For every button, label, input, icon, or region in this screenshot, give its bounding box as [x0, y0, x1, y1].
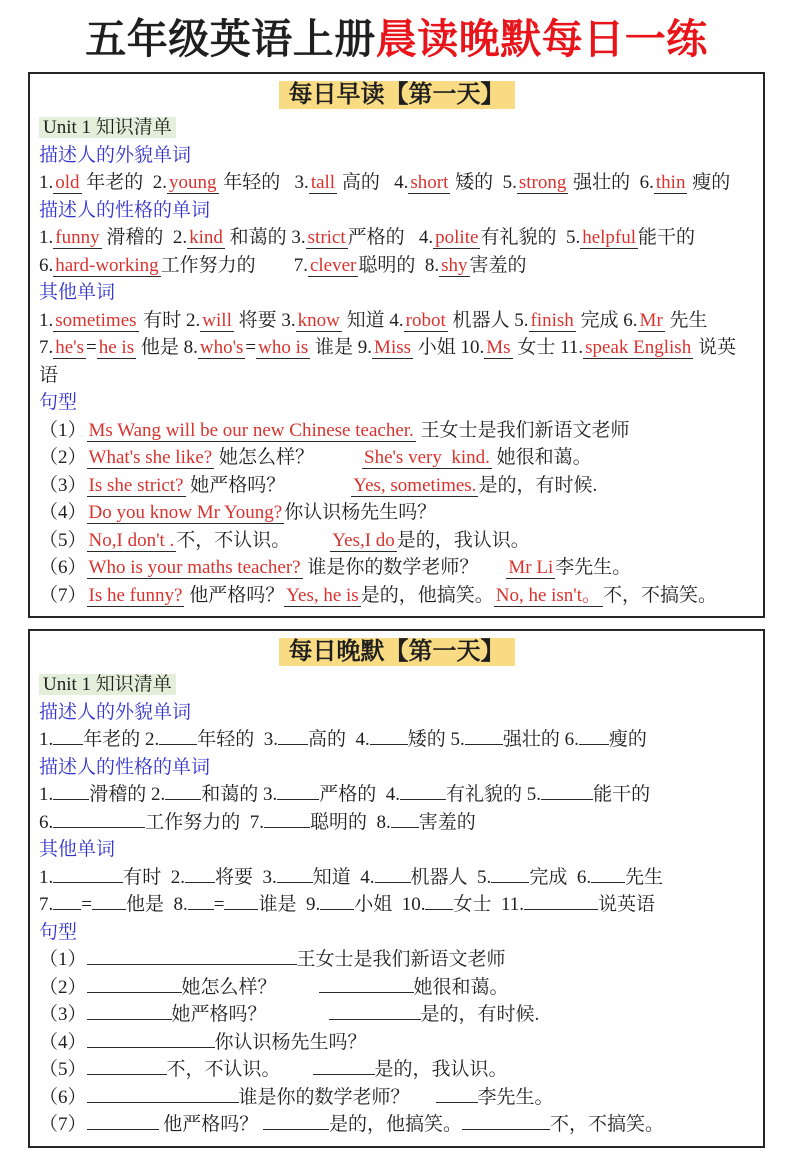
- blank-line: [87, 978, 182, 993]
- spacer: [314, 462, 362, 463]
- text-segment: 小姐 10.: [413, 337, 485, 358]
- content-line: [39, 224, 754, 252]
- text-segment: 机器人 5.: [447, 309, 529, 331]
- content-line: [39, 726, 754, 754]
- english-term: kind: [189, 227, 223, 248]
- blank-line: [319, 978, 414, 993]
- text-segment: 说英语: [598, 894, 656, 915]
- section-heading: 描述人的性格的单词: [39, 756, 211, 778]
- text-segment: 工作努力的 7.: [145, 811, 265, 833]
- english-term: Is she strict?: [88, 474, 184, 496]
- content-line: [39, 169, 754, 197]
- text-segment: 她很和蔼。: [491, 447, 592, 468]
- unit-tag-row: [39, 114, 754, 142]
- blank-line: [53, 785, 89, 800]
- blank-line: [53, 813, 145, 828]
- text-segment: （3）: [39, 1004, 87, 1025]
- text-segment: 7.: [293, 254, 308, 276]
- text-segment: 6.: [39, 811, 54, 833]
- content-line: [39, 582, 754, 610]
- blank-line: [370, 730, 408, 745]
- text-segment: 机器人 5.: [410, 866, 492, 888]
- text-segment: 严格的 4.: [319, 784, 401, 805]
- blank-line: [277, 785, 319, 800]
- text-segment: 李先生。: [477, 1086, 554, 1108]
- section-heading: 句型: [39, 392, 78, 413]
- spacer: [478, 572, 506, 573]
- text-segment: 年老的 2.: [81, 172, 168, 193]
- content-line: [39, 417, 754, 445]
- blank-line: [524, 895, 598, 910]
- text-segment: 完成 6.: [575, 309, 638, 331]
- english-term: Yes, sometimes.: [353, 474, 477, 496]
- section-heading: 描述人的外貌单词: [39, 701, 192, 723]
- section-heading: 描述人的性格的单词: [39, 199, 211, 221]
- english-term: finish: [530, 309, 574, 331]
- text-segment: 他严格吗？: [184, 584, 285, 606]
- english-term: tall: [310, 172, 336, 193]
- english-term: sometimes: [55, 309, 137, 331]
- text-segment: （1）: [39, 419, 87, 441]
- text-segment: 聪明的 8.: [358, 254, 440, 276]
- text-segment: 1.: [39, 729, 54, 750]
- text-segment: （6）: [39, 557, 87, 578]
- content-line: [39, 891, 754, 919]
- text-segment: 完成 6.: [529, 866, 592, 888]
- blank-line: [53, 895, 81, 910]
- text-segment: 他是 8.: [136, 337, 198, 358]
- blank-line: [53, 730, 83, 745]
- text-segment: 是的，有时候.: [420, 1004, 540, 1025]
- text-segment: 工作努力的: [160, 254, 256, 276]
- spacer: [277, 992, 319, 993]
- blank-line: [87, 1088, 239, 1103]
- text-segment: 年轻的 3.: [197, 729, 279, 750]
- text-segment: 谁是你的数学老师？: [302, 557, 479, 578]
- content-line: [39, 554, 754, 582]
- text-segment: 聪明的 8.: [310, 811, 391, 833]
- unit-tag: Unit 1 知识清单: [39, 674, 176, 695]
- text-segment: 能干的: [638, 227, 696, 248]
- content-line: [39, 307, 754, 335]
- text-segment: 知道 4.: [312, 866, 375, 888]
- text-segment: =: [245, 337, 257, 358]
- english-term: helpful: [582, 227, 637, 248]
- text-segment: 女士 11.: [512, 337, 584, 358]
- content-line: [39, 472, 754, 500]
- text-segment: 和蔼的 3.: [201, 784, 278, 805]
- english-term: clever: [309, 254, 357, 276]
- blank-line: [278, 730, 308, 745]
- text-segment: （7）: [39, 1114, 87, 1135]
- text-segment: 知道 4.: [341, 309, 404, 331]
- text-segment: 瘦的: [608, 729, 647, 750]
- blank-line: [400, 785, 446, 800]
- blank-line: [224, 895, 258, 910]
- text-segment: 将要 3.: [233, 309, 296, 331]
- english-term: he is: [98, 337, 135, 358]
- content-line: [39, 499, 754, 527]
- blank-line: [579, 730, 609, 745]
- text-segment: 她怎么样？: [214, 447, 314, 468]
- blank-line: [436, 1088, 478, 1103]
- blank-line: [87, 1115, 159, 1130]
- text-segment: 1.: [39, 172, 54, 193]
- text-segment: 他是 8.: [125, 894, 188, 915]
- section-heading: 其他单词: [39, 282, 116, 303]
- text-segment: 女士 11.: [453, 894, 525, 915]
- morning-box-header: [39, 78, 754, 112]
- english-term: hard-working: [55, 254, 159, 276]
- blank-line: [462, 1115, 550, 1130]
- english-term: who is: [258, 337, 309, 358]
- text-segment: =: [86, 337, 97, 358]
- text-segment: 王女士是我们新语文老师: [296, 949, 506, 970]
- text-segment: 矮的 5.: [450, 172, 517, 193]
- text-segment: 你认识杨先生吗？: [284, 502, 437, 523]
- text-segment: 不，不搞笑。: [550, 1114, 665, 1135]
- text-segment: （2）: [39, 447, 87, 468]
- text-segment: 谁是你的数学老师？: [238, 1086, 410, 1108]
- spacer: [256, 270, 294, 271]
- content-line: [39, 974, 754, 1002]
- text-segment: 她严格吗？: [171, 1004, 267, 1025]
- section-heading: 其他单词: [39, 839, 116, 860]
- text-segment: 和蔼的 3.: [224, 227, 306, 248]
- english-term: Miss: [374, 337, 412, 358]
- text-segment: 7.: [39, 337, 54, 358]
- text-segment: 她严格吗？: [185, 474, 286, 496]
- text-segment: 不，不认识。: [176, 529, 291, 551]
- text-segment: 谁是 9.: [310, 337, 373, 358]
- title-course-name: 五年级英语上册: [85, 16, 376, 62]
- text-segment: 1.: [39, 309, 54, 331]
- blank-line: [277, 868, 313, 883]
- blank-line: [491, 868, 529, 883]
- english-term: funny: [55, 227, 100, 248]
- blank-line: [391, 813, 419, 828]
- text-segment: 谁是 9.: [258, 894, 321, 915]
- text-segment: 1.: [39, 227, 54, 248]
- text-segment: （5）: [39, 1059, 87, 1080]
- title-topic-name: 晨读晚默每日一练: [375, 16, 708, 62]
- english-term: Mr Li: [508, 557, 554, 578]
- text-segment: 害羞的: [418, 811, 476, 833]
- text-segment: 瘦的: [687, 172, 731, 193]
- blank-line: [87, 1005, 172, 1020]
- text-segment: 有礼貌的 5.: [446, 784, 542, 805]
- english-term: polite: [435, 227, 479, 248]
- text-segment: 矮的 5.: [407, 729, 465, 750]
- blank-line: [465, 730, 503, 745]
- english-term: Yes, he is: [286, 584, 359, 606]
- english-term: Is he funny?: [88, 584, 183, 606]
- content-line: [39, 864, 754, 892]
- content-line: [39, 781, 754, 809]
- blank-line: [329, 1005, 421, 1020]
- text-segment: 强壮的 6.: [502, 729, 579, 750]
- text-segment: 高的 4.: [337, 172, 409, 193]
- blank-line: [264, 813, 310, 828]
- text-segment: 滑稽的 2.: [101, 227, 188, 248]
- blank-line: [591, 868, 625, 883]
- text-segment: （1）: [39, 949, 87, 970]
- text-segment: 说英语: [39, 337, 736, 386]
- text-segment: 年轻的 3.: [218, 172, 309, 193]
- text-segment: （7）: [39, 584, 87, 606]
- content-line: [39, 946, 754, 974]
- text-segment: 是的，我认识。: [396, 529, 530, 551]
- text-segment: 她很和蔼。: [413, 976, 509, 998]
- text-segment: 1.: [39, 866, 54, 888]
- english-term: robot: [405, 309, 446, 331]
- text-segment: 1.: [39, 784, 54, 805]
- text-segment: （6）: [39, 1086, 87, 1108]
- text-segment: 是的，有时候.: [478, 474, 598, 496]
- text-segment: 她怎么样？: [181, 976, 277, 998]
- content-line: [39, 1111, 754, 1139]
- english-term: No, he isn't。: [495, 584, 602, 606]
- english-term: know: [297, 309, 340, 331]
- english-term: Mr: [639, 309, 663, 331]
- unit-tag-row: [39, 671, 754, 699]
- text-segment: 先生: [664, 309, 708, 331]
- box-body: [39, 671, 754, 1139]
- blank-line: [188, 895, 214, 910]
- content-line: [39, 1056, 754, 1084]
- blank-line: [165, 785, 201, 800]
- content-line: [39, 444, 754, 472]
- english-term: Yes,I do: [332, 529, 395, 551]
- text-segment: （5）: [39, 529, 87, 551]
- english-term: young: [169, 172, 217, 193]
- text-segment: 王女士是我们新语文老师: [415, 419, 630, 441]
- text-segment: （4）: [39, 502, 87, 523]
- text-segment: 害羞的: [469, 254, 527, 276]
- text-segment: 6.: [39, 254, 54, 276]
- text-segment: 不，不认识。: [166, 1059, 281, 1080]
- text-segment: 高的 4.: [308, 729, 370, 750]
- blank-line: [375, 868, 411, 883]
- english-term: No,I don't .: [88, 529, 175, 551]
- english-term: Ms: [486, 337, 511, 358]
- text-segment: 能干的: [593, 784, 651, 805]
- text-segment: =: [81, 894, 92, 915]
- text-segment: 有礼貌的 5.: [480, 227, 581, 248]
- text-segment: 李先生。: [555, 557, 632, 578]
- blank-line: [263, 1115, 329, 1130]
- evening-box-header-label: 每日晚默【第一天】: [279, 638, 515, 666]
- english-term: Do you know Mr Young?: [88, 502, 283, 523]
- blank-line: [87, 1060, 167, 1075]
- text-segment: 有时 2.: [123, 866, 186, 888]
- content-line: [39, 334, 754, 389]
- page-title: [0, 14, 793, 64]
- text-segment: 不，不搞笑。: [603, 584, 718, 606]
- content-line: [39, 809, 754, 837]
- section-heading: 句型: [39, 921, 78, 943]
- english-term: short: [410, 172, 449, 193]
- text-segment: 是的，我认识。: [374, 1059, 508, 1080]
- text-segment: 强壮的 6.: [568, 172, 654, 193]
- spacer: [285, 490, 351, 491]
- blank-line: [425, 895, 453, 910]
- text-segment: 先生: [625, 866, 664, 888]
- text-segment: 7.: [39, 894, 54, 915]
- english-term: will: [202, 309, 232, 331]
- morning-box-header-label: 每日早读【第一天】: [279, 81, 515, 109]
- english-term: What's she like?: [88, 447, 213, 468]
- text-segment: 有时 2.: [138, 309, 201, 331]
- evening-box-header: [39, 635, 754, 669]
- content-line: [39, 1001, 754, 1029]
- blank-line: [87, 1033, 215, 1048]
- blank-line: [541, 785, 593, 800]
- content-line: [39, 1029, 754, 1057]
- morning-reading-box: [28, 72, 765, 618]
- section-heading: 描述人的外貌单词: [39, 144, 192, 166]
- english-term: strict: [307, 227, 346, 248]
- text-segment: 将要 3.: [215, 866, 277, 888]
- english-term: thin: [655, 172, 686, 193]
- text-segment: 滑稽的 2.: [89, 784, 166, 805]
- spacer: [281, 1074, 313, 1075]
- english-term: speak English: [585, 337, 692, 358]
- blank-line: [92, 895, 126, 910]
- blank-line: [87, 950, 297, 965]
- english-term: he's: [55, 337, 85, 358]
- blank-line: [185, 868, 215, 883]
- text-segment: 严格的 4.: [347, 227, 434, 248]
- english-term: Who is your maths teacher?: [88, 557, 301, 578]
- text-segment: 是的，他搞笑。: [329, 1114, 463, 1135]
- text-segment: =: [213, 894, 225, 915]
- evening-dictation-box: [28, 629, 765, 1148]
- text-segment: 年老的 2.: [83, 729, 160, 750]
- blank-line: [159, 730, 197, 745]
- english-term: old: [55, 172, 80, 193]
- content-line: [39, 252, 754, 280]
- worksheet-page: [0, 14, 793, 1148]
- text-segment: 小姐 10.: [354, 894, 426, 915]
- blank-line: [53, 868, 123, 883]
- text-segment: （4）: [39, 1031, 87, 1053]
- spacer: [267, 1019, 329, 1020]
- content-line: [39, 527, 754, 555]
- text-segment: 他严格吗？: [158, 1114, 264, 1135]
- text-segment: 你认识杨先生吗？: [214, 1031, 367, 1053]
- blank-line: [320, 895, 354, 910]
- unit-tag: Unit 1 知识清单: [39, 117, 176, 138]
- english-term: shy: [441, 254, 468, 276]
- text-segment: （3）: [39, 474, 87, 496]
- english-term: strong: [518, 172, 567, 193]
- english-term: who's: [199, 337, 244, 358]
- english-term: Ms Wang will be our new Chinese teacher.: [88, 419, 414, 441]
- spacer: [290, 545, 330, 546]
- blank-line: [313, 1060, 375, 1075]
- english-term: She's very kind.: [364, 447, 490, 468]
- box-body: [39, 114, 754, 609]
- text-segment: 是的，他搞笑。: [360, 584, 494, 606]
- spacer: [410, 1102, 436, 1103]
- text-segment: （2）: [39, 976, 87, 998]
- content-line: [39, 1084, 754, 1112]
